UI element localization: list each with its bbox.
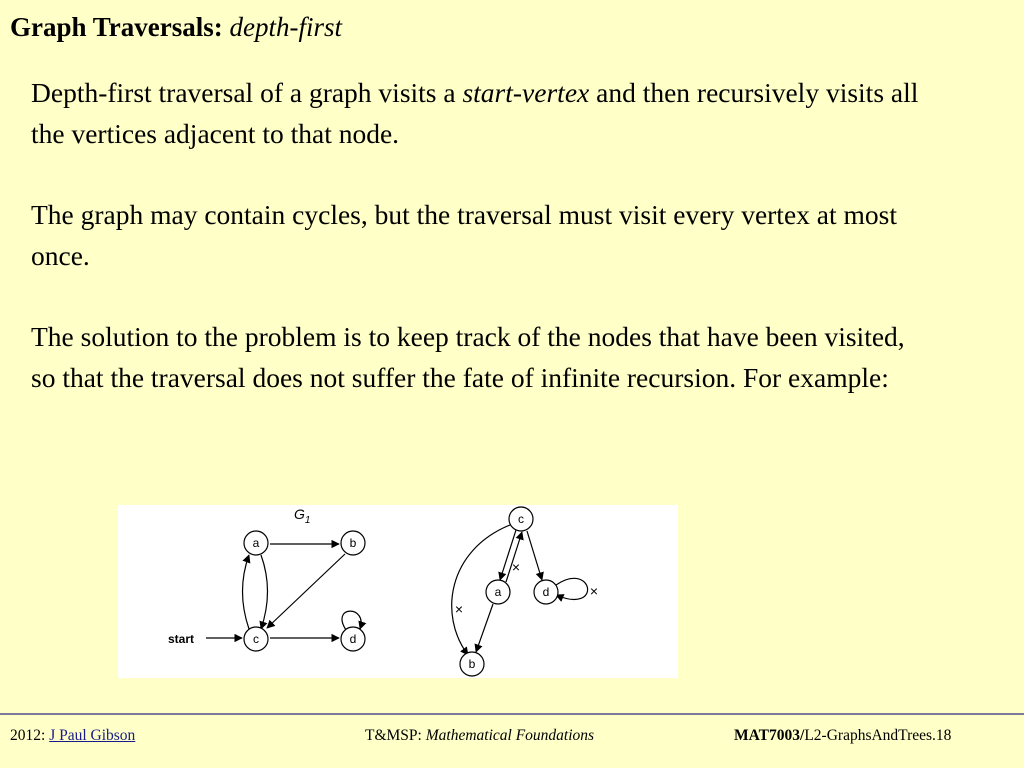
svg-text:a: a <box>494 585 502 599</box>
cross-mark: × <box>589 583 599 599</box>
edge-b-c <box>267 554 345 628</box>
node-d-right <box>534 580 558 604</box>
node-c-right <box>509 507 533 531</box>
start-label: start <box>168 632 195 646</box>
paragraph-1-end: and then recursively visits all the vertices adjacent to that node. <box>31 77 919 149</box>
node-b-right <box>460 652 484 676</box>
slide-id: L2-GraphsAndTrees.18 <box>804 727 952 744</box>
paragraph-1 <box>31 73 931 154</box>
edge-a-c <box>261 555 268 629</box>
course-prefix: T&MSP: <box>365 727 426 744</box>
footer-divider <box>0 713 1024 715</box>
footer-course <box>365 726 594 746</box>
svg-text:c: c <box>253 632 259 646</box>
graph-diagram <box>118 505 678 678</box>
cross-mark: × <box>511 559 521 575</box>
node-a <box>244 531 268 555</box>
footer-author <box>10 726 135 746</box>
edge-c-d-right <box>527 531 542 580</box>
title-main: Graph Traversals: <box>10 12 223 42</box>
slide-body <box>31 73 931 398</box>
graph-figure <box>118 505 678 678</box>
node-a-right <box>486 580 510 604</box>
author-link[interactable]: J Paul Gibson <box>49 727 136 744</box>
paragraph-2: The graph may contain cycles, but the traversal must visit every vertex at most once. <box>31 199 897 271</box>
edge-a-b-right <box>476 604 493 652</box>
start-vertex-term: start-vertex <box>462 77 590 108</box>
graph-label: $G_1$ <box>294 506 311 526</box>
cross-mark: × <box>454 601 464 617</box>
footer-year: 2012: <box>10 727 50 744</box>
svg-text:b: b <box>468 657 476 671</box>
course-name: Mathematical Foundations <box>425 727 595 744</box>
footer-code <box>734 726 951 746</box>
svg-text:d: d <box>542 585 550 599</box>
paragraph-3: The solution to the problem is to keep track of the nodes that have been visited, so that the traversal does not suffer the fate of infinite recursion. For example: <box>31 321 905 393</box>
edge-d-loop-right <box>556 578 588 599</box>
node-b <box>341 531 365 555</box>
svg-text:c: c <box>518 512 524 526</box>
course-code: MAT7003/ <box>734 727 805 744</box>
svg-text:b: b <box>349 536 357 550</box>
node-d <box>341 627 365 651</box>
node-c <box>244 627 268 651</box>
paragraph-1-start: Depth-first traversal of a graph visits a <box>31 77 463 108</box>
svg-text:a: a <box>252 536 260 550</box>
slide-title <box>10 10 342 44</box>
edge-c-a <box>243 555 250 629</box>
title-subtitle: depth-first <box>229 12 342 42</box>
svg-text:d: d <box>349 632 357 646</box>
